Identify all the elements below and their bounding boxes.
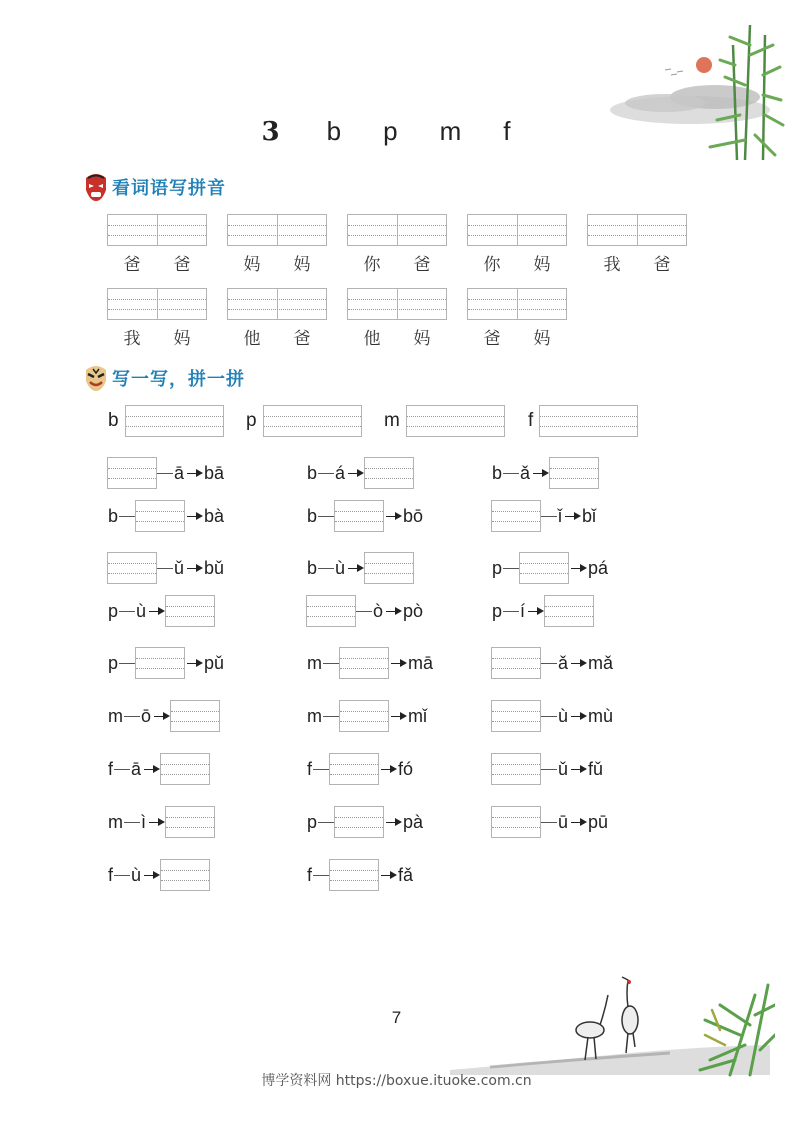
vocab-char: 妈 bbox=[293, 255, 311, 275]
pinyin-cell[interactable] bbox=[588, 215, 637, 245]
pinyin-cell[interactable] bbox=[517, 215, 567, 245]
pinyin-cell[interactable] bbox=[277, 289, 327, 319]
arrow-icon bbox=[144, 875, 158, 876]
result-syllable: pò bbox=[403, 600, 424, 621]
result-syllable: pá bbox=[588, 557, 609, 578]
answer-box[interactable] bbox=[491, 753, 541, 785]
write-letter: p bbox=[246, 410, 257, 431]
title-letter-b: b bbox=[326, 116, 342, 146]
arrow-icon bbox=[386, 516, 400, 517]
vocab-char: 妈 bbox=[173, 329, 191, 349]
initial: f bbox=[307, 758, 313, 779]
spelling-exercise bbox=[491, 500, 597, 532]
answer-box[interactable] bbox=[306, 595, 356, 627]
vocab-char: 妈 bbox=[533, 329, 551, 349]
pinyin-cell[interactable] bbox=[157, 289, 207, 319]
vocab-char: 我 bbox=[603, 255, 621, 275]
initial: m bbox=[108, 705, 123, 726]
answer-box[interactable] bbox=[135, 647, 185, 679]
arrow-icon bbox=[391, 663, 405, 664]
initial: m bbox=[307, 705, 322, 726]
pinyin-cell[interactable] bbox=[468, 289, 517, 319]
pinyin-write-box[interactable] bbox=[347, 288, 447, 320]
lesson-title bbox=[0, 116, 793, 147]
section-heading-write bbox=[84, 364, 245, 392]
final: ǔ bbox=[558, 758, 569, 779]
vocab-item bbox=[227, 214, 327, 275]
result-syllable: pǔ bbox=[204, 652, 225, 673]
final: ì bbox=[141, 811, 147, 832]
result-syllable: bō bbox=[403, 505, 424, 526]
answer-box[interactable] bbox=[165, 806, 215, 838]
write-letter: b bbox=[108, 410, 119, 431]
initial: b bbox=[307, 557, 318, 578]
arrow-icon bbox=[154, 716, 168, 717]
write-letter: f bbox=[528, 410, 534, 431]
result-syllable: fǔ bbox=[588, 758, 604, 779]
write-box[interactable] bbox=[125, 405, 224, 437]
answer-box[interactable] bbox=[160, 859, 210, 891]
final: ǐ bbox=[558, 505, 562, 526]
final: á bbox=[335, 462, 346, 483]
write-row-p bbox=[246, 405, 362, 437]
arrow-icon bbox=[149, 822, 163, 823]
pinyin-write-box[interactable] bbox=[107, 288, 207, 320]
write-box[interactable] bbox=[539, 405, 638, 437]
pinyin-cell[interactable] bbox=[397, 289, 447, 319]
write-row-m bbox=[384, 405, 505, 437]
spelling-exercise bbox=[306, 552, 414, 584]
final: ū bbox=[558, 811, 569, 832]
answer-box[interactable] bbox=[107, 457, 157, 489]
vocab-char: 你 bbox=[363, 255, 381, 275]
pinyin-write-box[interactable] bbox=[467, 214, 567, 246]
answer-box[interactable] bbox=[334, 806, 384, 838]
final: ǔ bbox=[174, 557, 185, 578]
spelling-exercise bbox=[306, 859, 414, 891]
final: ǎ bbox=[558, 652, 569, 673]
arrow-icon bbox=[348, 568, 362, 569]
spelling-exercise bbox=[491, 647, 614, 679]
final: ō bbox=[141, 705, 152, 726]
arrow-icon bbox=[571, 822, 585, 823]
arrow-icon bbox=[571, 716, 585, 717]
pinyin-cell[interactable] bbox=[348, 215, 397, 245]
initial: p bbox=[492, 600, 503, 621]
spelling-exercise bbox=[306, 457, 414, 489]
initial: b bbox=[307, 505, 318, 526]
final: ā bbox=[174, 462, 185, 483]
answer-box[interactable] bbox=[339, 700, 389, 732]
spelling-exercise bbox=[491, 595, 594, 627]
final: ù bbox=[136, 600, 147, 621]
answer-box[interactable] bbox=[160, 753, 210, 785]
pinyin-cell[interactable] bbox=[348, 289, 397, 319]
answer-box[interactable] bbox=[329, 859, 379, 891]
pinyin-cell[interactable] bbox=[108, 289, 157, 319]
answer-box[interactable] bbox=[364, 552, 414, 584]
lesson-number: 3 bbox=[261, 117, 280, 147]
vocab-char: 爸 bbox=[293, 329, 311, 349]
arrow-icon bbox=[571, 769, 585, 770]
spelling-exercise bbox=[107, 595, 215, 627]
vocab-item bbox=[107, 288, 207, 349]
answer-box[interactable] bbox=[544, 595, 594, 627]
vocab-char: 他 bbox=[363, 329, 381, 349]
vocab-char: 爸 bbox=[123, 255, 141, 275]
opera-mask-gold-icon bbox=[84, 364, 108, 392]
write-letter: m bbox=[384, 410, 400, 431]
answer-box[interactable] bbox=[329, 753, 379, 785]
vocab-char: 妈 bbox=[533, 255, 551, 275]
spelling-exercise bbox=[107, 647, 225, 679]
answer-box[interactable] bbox=[339, 647, 389, 679]
vocab-char: 爸 bbox=[173, 255, 191, 275]
pinyin-cell[interactable] bbox=[517, 289, 567, 319]
section-heading-text: 写一写，拼一拼 bbox=[112, 369, 245, 390]
result-syllable: pū bbox=[588, 811, 609, 832]
spelling-exercise bbox=[107, 552, 225, 584]
vocab-char: 爸 bbox=[413, 255, 431, 275]
result-syllable: mù bbox=[588, 705, 614, 726]
pinyin-write-box[interactable] bbox=[227, 288, 327, 320]
final: ò bbox=[373, 600, 384, 621]
final: ù bbox=[558, 705, 569, 726]
initial: f bbox=[108, 758, 114, 779]
final: ù bbox=[335, 557, 346, 578]
spelling-exercise bbox=[306, 500, 424, 532]
arrow-icon bbox=[187, 568, 201, 569]
answer-box[interactable] bbox=[491, 500, 541, 532]
initial: b bbox=[492, 462, 503, 483]
vocab-item bbox=[227, 288, 327, 349]
spelling-exercise bbox=[491, 806, 609, 838]
spelling-exercise bbox=[306, 753, 414, 785]
watermark: 博学资料网 https://boxue.ituoke.com.cn bbox=[261, 1073, 532, 1089]
write-box[interactable] bbox=[406, 405, 505, 437]
vocab-char: 爸 bbox=[653, 255, 671, 275]
vocab-char: 他 bbox=[243, 329, 261, 349]
initial: f bbox=[307, 864, 313, 885]
arrow-icon bbox=[391, 716, 405, 717]
result-syllable: bā bbox=[204, 462, 225, 483]
spelling-exercise bbox=[107, 700, 220, 732]
vocab-item bbox=[467, 288, 567, 349]
initial: f bbox=[108, 864, 114, 885]
spelling-exercise bbox=[491, 753, 604, 785]
pinyin-write-box[interactable] bbox=[107, 214, 207, 246]
answer-box[interactable] bbox=[165, 595, 215, 627]
result-syllable: mǎ bbox=[588, 652, 614, 673]
arrow-icon bbox=[381, 875, 395, 876]
arrow-icon bbox=[386, 611, 400, 612]
initial: m bbox=[108, 811, 123, 832]
section-heading-vocab bbox=[84, 172, 226, 202]
arrow-icon bbox=[528, 611, 542, 612]
answer-box[interactable] bbox=[491, 647, 541, 679]
result-syllable: bǐ bbox=[582, 505, 597, 526]
result-syllable: mā bbox=[408, 652, 434, 673]
pinyin-write-box[interactable] bbox=[227, 214, 327, 246]
pinyin-cell[interactable] bbox=[397, 215, 447, 245]
arrow-icon bbox=[187, 663, 201, 664]
result-syllable: fó bbox=[398, 758, 414, 779]
final: ā bbox=[131, 758, 142, 779]
arrow-icon bbox=[386, 822, 400, 823]
answer-box[interactable] bbox=[491, 806, 541, 838]
title-letter-m: m bbox=[439, 116, 462, 146]
vocab-char: 妈 bbox=[413, 329, 431, 349]
spelling-exercise bbox=[107, 457, 225, 489]
initial: p bbox=[307, 811, 318, 832]
title-letter-f: f bbox=[503, 116, 511, 146]
initial: b bbox=[307, 462, 318, 483]
answer-box[interactable] bbox=[334, 500, 384, 532]
spelling-exercise bbox=[306, 595, 424, 627]
answer-box[interactable] bbox=[491, 700, 541, 732]
pinyin-cell[interactable] bbox=[228, 289, 277, 319]
result-syllable: bǔ bbox=[204, 557, 225, 578]
arrow-icon bbox=[144, 769, 158, 770]
spelling-exercise bbox=[306, 700, 428, 732]
initial: m bbox=[307, 652, 322, 673]
final: ù bbox=[131, 864, 142, 885]
vocab-item bbox=[347, 214, 447, 275]
pinyin-cell[interactable] bbox=[277, 215, 327, 245]
answer-box[interactable] bbox=[170, 700, 220, 732]
pinyin-write-box[interactable] bbox=[587, 214, 687, 246]
answer-box[interactable] bbox=[519, 552, 569, 584]
vocab-item bbox=[107, 214, 207, 275]
arrow-icon bbox=[565, 516, 579, 517]
vocab-char: 妈 bbox=[243, 255, 261, 275]
section-heading-text: 看词语写拼音 bbox=[112, 178, 226, 199]
pinyin-write-box[interactable] bbox=[347, 214, 447, 246]
result-syllable: mǐ bbox=[408, 705, 427, 726]
arrow-icon bbox=[533, 473, 547, 474]
pinyin-cell[interactable] bbox=[468, 215, 517, 245]
spelling-exercise bbox=[107, 859, 210, 891]
arrow-icon bbox=[149, 611, 163, 612]
opera-mask-red-icon bbox=[84, 172, 108, 202]
write-box[interactable] bbox=[263, 405, 362, 437]
arrow-icon bbox=[571, 568, 585, 569]
spelling-exercise bbox=[107, 500, 225, 532]
pinyin-cell[interactable] bbox=[637, 215, 687, 245]
vocab-item bbox=[467, 214, 567, 275]
write-row-f bbox=[528, 405, 638, 437]
initial: b bbox=[108, 505, 119, 526]
spelling-exercise bbox=[306, 647, 434, 679]
answer-box[interactable] bbox=[107, 552, 157, 584]
initial: p bbox=[108, 600, 119, 621]
spelling-exercise bbox=[107, 753, 210, 785]
answer-box[interactable] bbox=[549, 457, 599, 489]
spelling-exercise bbox=[306, 806, 424, 838]
vocab-char: 爸 bbox=[483, 329, 501, 349]
title-letter-p: p bbox=[383, 116, 398, 146]
answer-box[interactable] bbox=[364, 457, 414, 489]
answer-box[interactable] bbox=[135, 500, 185, 532]
vocab-item bbox=[587, 214, 687, 275]
vocab-char: 你 bbox=[483, 255, 501, 275]
sun-icon bbox=[696, 57, 712, 73]
write-row-b bbox=[108, 405, 224, 437]
spelling-exercise bbox=[491, 552, 609, 584]
pinyin-write-box[interactable] bbox=[467, 288, 567, 320]
arrow-icon bbox=[571, 663, 585, 664]
spelling-exercise bbox=[491, 457, 599, 489]
final: ǎ bbox=[520, 462, 531, 483]
vocab-item bbox=[347, 288, 447, 349]
initial: p bbox=[108, 652, 119, 673]
result-syllable: fǎ bbox=[398, 864, 414, 885]
page-number: 7 bbox=[391, 1008, 402, 1027]
result-syllable: pà bbox=[403, 811, 424, 832]
spelling-exercise bbox=[107, 806, 215, 838]
arrow-icon bbox=[381, 769, 395, 770]
vocab-char: 我 bbox=[123, 329, 141, 349]
pinyin-cell[interactable] bbox=[157, 215, 207, 245]
arrow-icon bbox=[187, 473, 201, 474]
final: í bbox=[520, 600, 526, 621]
result-syllable: bà bbox=[204, 505, 225, 526]
arrow-icon bbox=[348, 473, 362, 474]
pinyin-cell[interactable] bbox=[108, 215, 157, 245]
pinyin-cell[interactable] bbox=[228, 215, 277, 245]
initial: p bbox=[492, 557, 503, 578]
arrow-icon bbox=[187, 516, 201, 517]
spelling-exercise bbox=[491, 700, 614, 732]
